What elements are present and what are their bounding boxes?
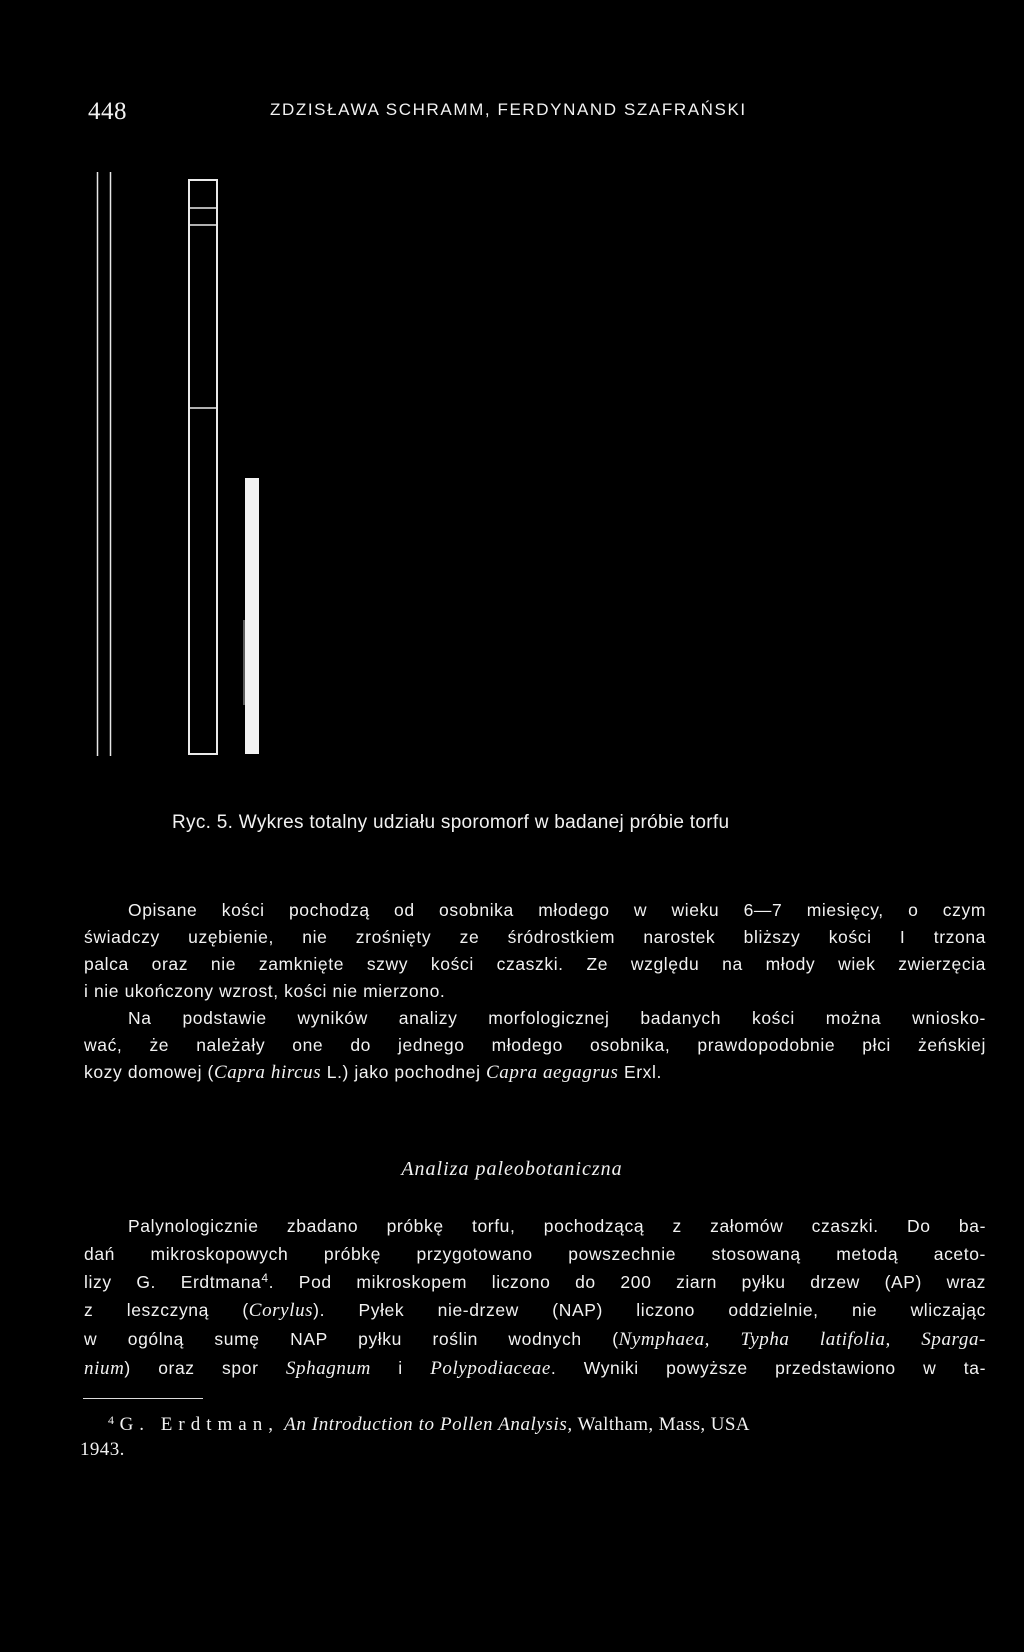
paragraph-3-line-2: dań mikroskopowych próbkę przygotowano powszechnie stosowaną metodą aceto- <box>84 1244 986 1264</box>
taxon-name: Polypodiaceae <box>430 1358 551 1379</box>
text-run: ). Pyłek nie-drzew (NAP) liczono oddzielnie, nie wliczając <box>313 1300 986 1320</box>
footnote-mark: 4 <box>108 1413 115 1427</box>
text-run: i <box>370 1358 431 1378</box>
text-run: . Wyniki powyższe przedstawiono w ta- <box>550 1358 986 1378</box>
figure-caption: Ryc. 5. Wykres totalny udziału sporomorf w badanej próbie torfu <box>172 812 730 833</box>
text-run: . Pod mikroskopem liczono do 200 ziarn pyłku drzew (AP) wraz <box>268 1272 986 1292</box>
paragraph-3-line-4 <box>84 1296 986 1325</box>
taxa-names: Nymphaea, Typha latifolia, Sparga- <box>618 1329 986 1350</box>
paragraph-3-line-3 <box>84 1268 986 1296</box>
text-run: L.) jako pochodnej <box>321 1062 487 1082</box>
paragraph-2-line-2: wać, że należały one do jednego młodego osobnika, prawdopodobnie płci żeńskiej <box>84 1035 986 1055</box>
species-name: Capra hircus <box>213 1062 322 1083</box>
footnote-author: G. Erdtman, <box>119 1414 279 1435</box>
running-head: ZDZISŁAWA SCHRAMM, FERDYNAND SZAFRAŃSKI <box>270 100 747 119</box>
text-run: kozy domowej ( <box>84 1062 214 1082</box>
paragraph-2-line-3 <box>84 1059 986 1086</box>
paragraph-3 <box>84 1212 986 1383</box>
paragraph-2 <box>84 1005 986 1086</box>
footnote-title: An Introduction to Pollen Analysis, <box>284 1414 573 1435</box>
paragraph-1-line-3: palca oraz nie zamknięte szwy kości czaszki. Ze względu na młody wiek zwierzęcia <box>84 954 986 974</box>
species-name: Capra aegagrus <box>486 1062 619 1083</box>
taxon-name: nium <box>84 1358 125 1379</box>
sporomorph-diagram <box>0 0 1024 790</box>
footnote <box>80 1412 990 1462</box>
section-title: Analiza paleobotaniczna <box>401 1158 623 1180</box>
text-run: lizy G. Erdtmana <box>84 1272 262 1292</box>
genus-name: Corylus <box>248 1300 314 1321</box>
taxon-name: Sphagnum <box>285 1358 371 1379</box>
footnote-rule <box>83 1398 203 1399</box>
diagram-graphic <box>0 0 1024 790</box>
footnote-publisher: Waltham, Mass, USA <box>572 1414 750 1435</box>
text-run: w ogólną sumę NAP pyłku roślin wodnych ( <box>84 1329 619 1349</box>
text-run: Erxl. <box>618 1062 662 1082</box>
footnote-reference: 4 <box>261 1271 269 1285</box>
diagram-solid-bar <box>245 478 259 754</box>
text-run: ) oraz spor <box>124 1358 286 1378</box>
paragraph-3-line-1: Palynologicznie zbadano próbkę torfu, pochodzącą z załomów czaszki. Do ba- <box>128 1216 986 1236</box>
diagram-column-outline <box>189 180 217 754</box>
text-run: z leszczyną ( <box>84 1300 249 1320</box>
paragraph-2-line-1: Na podstawie wyników analizy morfologicznej badanych kości można wniosko- <box>128 1008 986 1028</box>
page-number: 448 <box>88 98 127 125</box>
paragraph-1-line-4: i nie ukończony wzrost, kości nie mierzono. <box>84 981 446 1001</box>
footnote-year: 1943. <box>80 1439 125 1460</box>
paragraph-1 <box>84 897 986 1005</box>
paragraph-3-line-5 <box>84 1325 986 1354</box>
paragraph-3-line-6 <box>84 1354 986 1383</box>
paragraph-1-line-2: świadczy uzębienie, nie zrośnięty ze śródrostkiem narostek bliższy kości I trzona <box>84 927 986 947</box>
paragraph-1-line-1: Opisane kości pochodzą od osobnika młodego w wieku 6—7 miesięcy, o czym <box>128 900 986 920</box>
footnote-line-1 <box>80 1414 750 1435</box>
